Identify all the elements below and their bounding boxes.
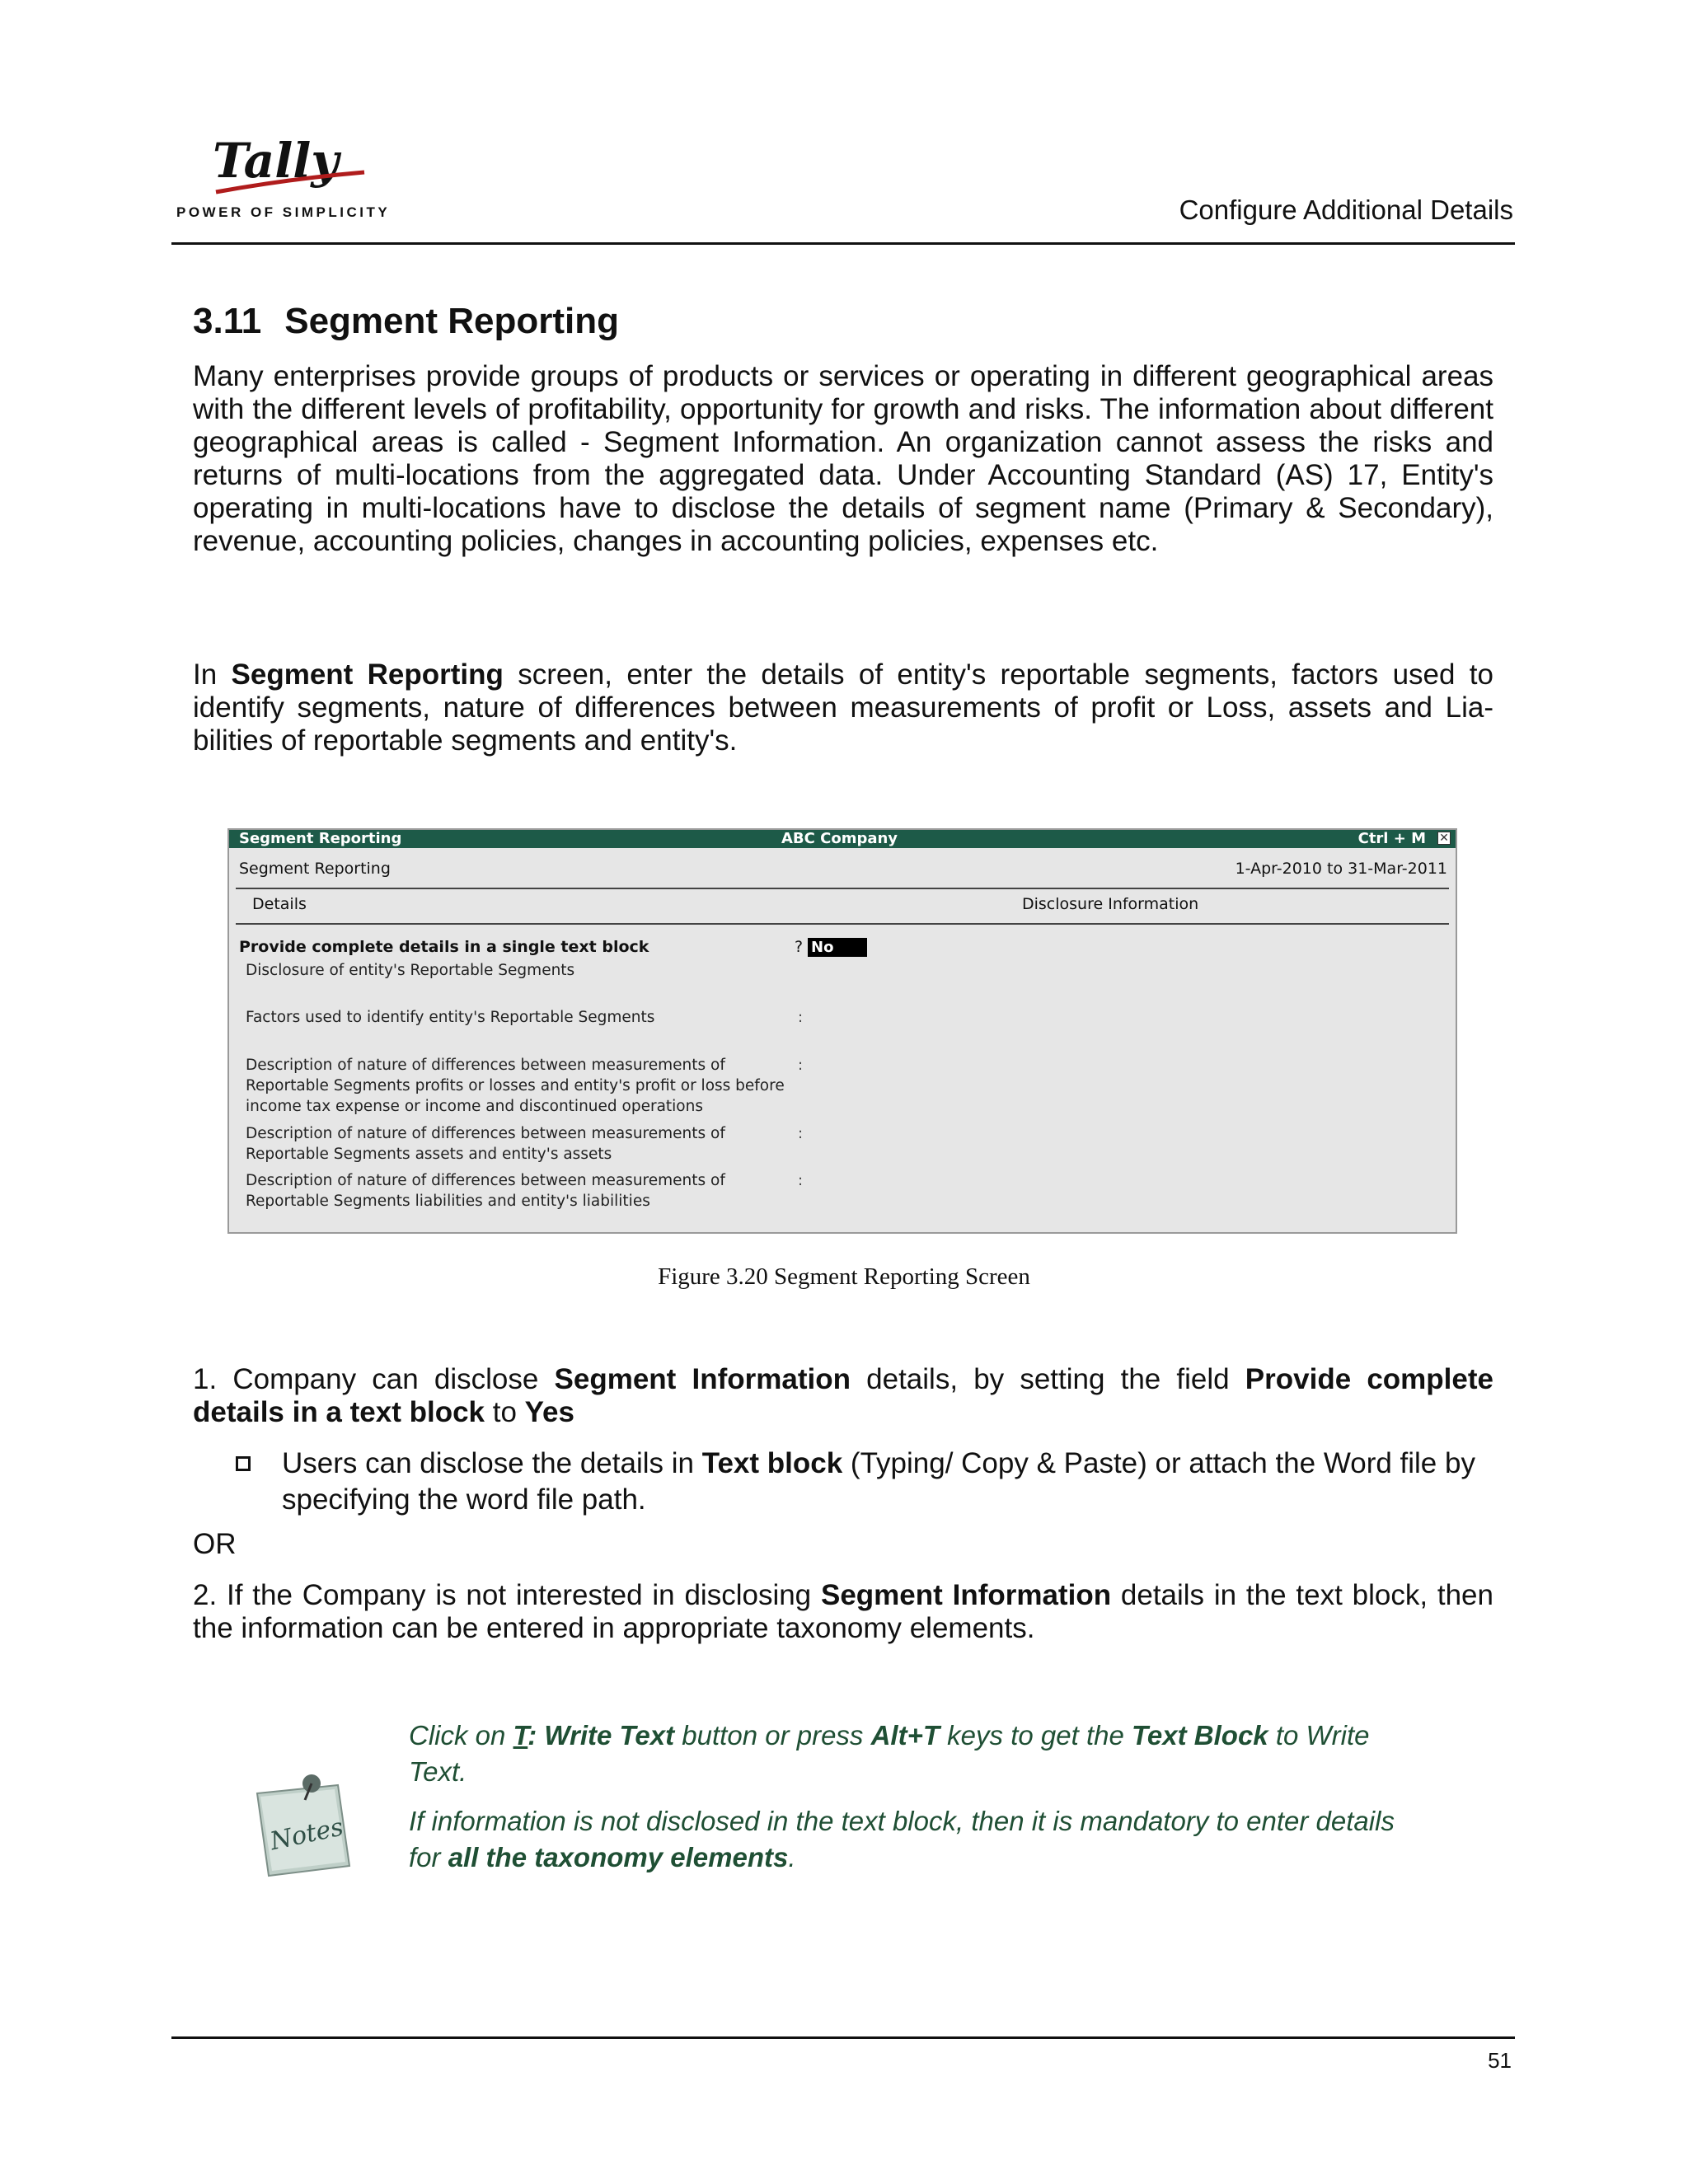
screen-subheader: Segment Reporting bbox=[239, 860, 391, 878]
page-number: 51 bbox=[1488, 2048, 1512, 2073]
shortcut-label: Ctrl + M bbox=[1357, 830, 1426, 847]
field-separator: : bbox=[798, 1057, 804, 1074]
divider bbox=[236, 888, 1449, 889]
notes-icon-label: Notes bbox=[267, 1812, 346, 1857]
screen-titlebar bbox=[229, 830, 1456, 848]
field-separator: : bbox=[798, 1009, 804, 1026]
field-question-mark: ? bbox=[795, 938, 804, 956]
logo-tagline: POWER OF SIMPLICITY bbox=[176, 204, 391, 220]
intro-paragraph: Many enterprises provide groups of products or services or operating in different geographical areas with the different levels of profitability, opportunity for growth and risks. The information about different geographical areas is called - Segment Information. An organization cannot assess the risks and returns of multi-locations from the aggregated data. Under Accounting Standard (AS) 17, Entity's operating in multi-locations have to disclose the details of segment name (Primary & Secondary), revenue, accounting policies, changes in accounting policies, expenses etc. bbox=[193, 360, 1493, 557]
section-number: 3.11 bbox=[193, 301, 262, 341]
chapter-title: Configure Additional Details bbox=[1179, 194, 1513, 225]
company-name: ABC Company bbox=[781, 830, 898, 847]
field-assets-differences[interactable]: Description of nature of differences between measurements of Reportable Segments assets and entity's assets bbox=[246, 1125, 725, 1163]
field-reportable-segments[interactable]: Disclosure of entity's Reportable Segments bbox=[246, 962, 575, 979]
figure-caption: Figure 3.20 Segment Reporting Screen bbox=[658, 1263, 1030, 1290]
divider bbox=[236, 923, 1449, 925]
single-text-block-value[interactable]: No bbox=[808, 938, 867, 957]
field-separator: : bbox=[798, 1172, 804, 1189]
bullet-icon bbox=[236, 1456, 251, 1471]
header-rule bbox=[171, 242, 1515, 245]
period-range: 1-Apr-2010 to 31-Mar-2011 bbox=[1235, 860, 1447, 878]
field-liabilities-differences[interactable]: Description of nature of differences between measurements of Reportable Segments liabilities and entity's liabilities bbox=[246, 1172, 725, 1210]
section-title: Segment Reporting bbox=[284, 301, 620, 341]
step-2: 2. If the Company is not interested in disclosing Segment Information details in the text block, then the information can be entered in appropriate taxonomy elements. bbox=[193, 1579, 1493, 1644]
column-header-disclosure: Disclosure Information bbox=[1022, 895, 1199, 913]
footer-rule bbox=[171, 2036, 1515, 2039]
field-profit-loss-differences[interactable]: Description of nature of differences between measurements of Reportable Segments profits or losses and entity's profit or loss before income tax expense or income and discontinued operations bbox=[246, 1057, 785, 1115]
single-text-block-field-label: Provide complete details in a single text block bbox=[239, 938, 649, 956]
column-header-details: Details bbox=[252, 895, 307, 913]
notes-icon bbox=[247, 1764, 363, 1879]
screen-title: Segment Reporting bbox=[239, 830, 402, 847]
segment-reporting-screen bbox=[227, 828, 1457, 1234]
section-heading bbox=[193, 301, 619, 342]
note-write-text: Click on T: Write Text button or press Alt+T keys to get the Text Block to Write Text. bbox=[409, 1720, 1370, 1787]
intro-paragraph-2: In Segment Reporting screen, enter the details of entity's reportable segments, factors used to identify segments, nature of differences between measurements of profit or Loss, assets and Lia-bilities of reportable segments and entity's. bbox=[193, 658, 1493, 757]
logo-wordmark: Tally bbox=[213, 136, 339, 189]
field-identification-factors[interactable]: Factors used to identify entity's Reportable Segments bbox=[246, 1009, 655, 1026]
step-1: 1. Company can disclose Segment Information details, by setting the field Provide complete details in a text block to Yes bbox=[193, 1363, 1493, 1428]
step-1-bullet: Users can disclose the details in Text block (Typing/ Copy & Paste) or attach the Word file by specifying the word file path. bbox=[282, 1447, 1475, 1516]
or-label: OR bbox=[193, 1528, 237, 1560]
field-separator: : bbox=[798, 1125, 804, 1142]
close-icon[interactable]: ✕ bbox=[1437, 832, 1451, 845]
note-mandatory: If information is not disclosed in the text block, then it is mandatory to enter details for all the taxonomy elements. bbox=[409, 1806, 1395, 1872]
